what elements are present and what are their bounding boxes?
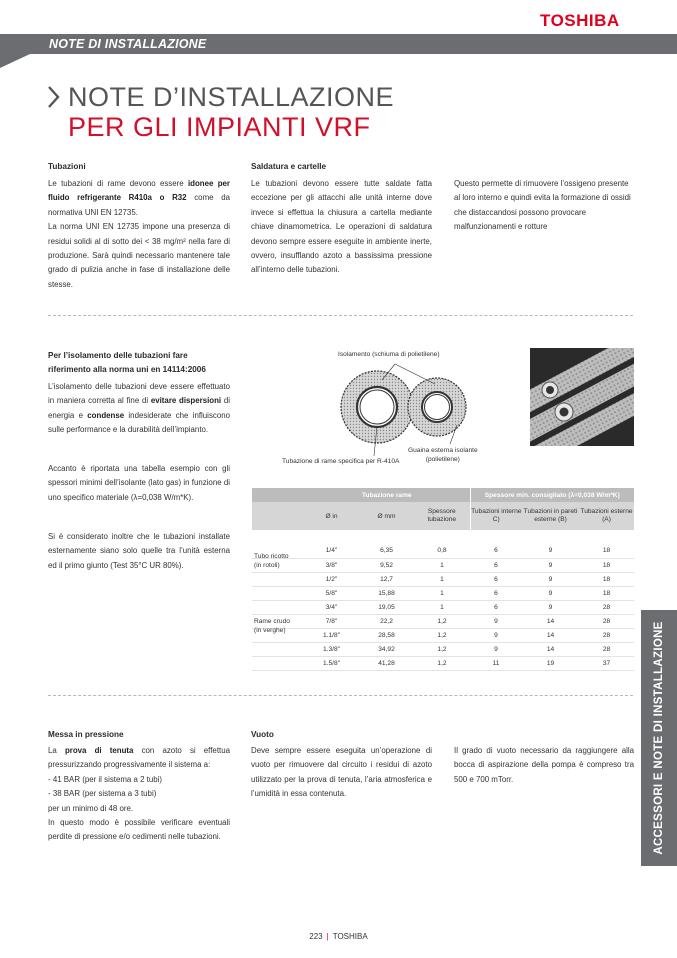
table-cell: 28: [602, 603, 611, 611]
table-row: [252, 642, 634, 656]
table-cell: 1,2: [437, 631, 447, 639]
footer: 223 | TOSHIBA: [309, 932, 368, 941]
table-cell: 1: [440, 575, 444, 583]
divider: [48, 695, 633, 696]
footer-brand: TOSHIBA: [332, 932, 368, 941]
table-cell: 9: [494, 645, 498, 653]
col-header: Tubazioni esterne (A): [580, 508, 633, 523]
header-section-title: NOTE DI INSTALLAZIONE: [49, 37, 207, 51]
table-cell: 22,2: [380, 617, 393, 625]
isolamento-text-2: Accanto è riportata una tabella esempio con gli spessori minimi dell’isolante (lato gas) in funzione di uno specifico materiale (λ=0,038 W/m*K).: [48, 464, 230, 502]
table-row: [252, 614, 634, 628]
table-cell: 0,8: [437, 547, 447, 555]
col-header: Tubazioni in pareti esterne (B): [523, 508, 578, 523]
table-cell: [252, 586, 304, 600]
side-tab-label: ACCESSORI E NOTE DI INSTALLAZIONE: [653, 621, 665, 855]
table-cell: 1,2: [437, 645, 447, 653]
table-cell: 37: [602, 659, 611, 667]
table-cell: 28: [602, 617, 611, 625]
table-cell: 34,92: [378, 645, 395, 653]
table-cell: 14: [546, 617, 555, 625]
table-cell: 9: [494, 631, 498, 639]
ossigeno-text: Questo permette di rimuovere l’ossigeno presente al loro interno e quindi evita la formazione di ossidi che distaccandosi possono provocare malfunzionamenti e rotture: [454, 179, 631, 232]
insulated-pipes-photo: [530, 348, 634, 446]
table-cell: 9: [548, 575, 553, 583]
isolamento-text-3: Si è considerato inoltre che le tubazioni installate esternamente siano solo quelle tra l’unità esterna ed il primo giunto (Test 35°C UR 80%).: [48, 532, 230, 570]
table-category-ricotto: Tubo ricotto (in rotoli): [254, 553, 289, 569]
table-cell: 6: [494, 589, 498, 597]
table-cell: 19: [546, 659, 555, 667]
table-cell: 1.1/8": [322, 631, 340, 639]
table-row: [252, 600, 634, 614]
table-cell: 9: [548, 547, 553, 555]
table-cell: 18: [602, 561, 611, 569]
table-row: [252, 544, 634, 558]
table-cell: 9: [548, 589, 553, 597]
heading-vuoto: Vuoto: [251, 730, 274, 739]
diagram-label-insulation: Isolamento (schiuma di polietilene): [338, 351, 440, 358]
table-cell: 12,7: [380, 575, 393, 583]
heading-tubazioni: Tubazioni: [48, 162, 86, 171]
col-header: Ø in: [325, 512, 338, 520]
table-cell: [252, 642, 304, 656]
table-cell: 14: [546, 645, 555, 653]
table-cell: 15,88: [378, 589, 395, 597]
col-header: Tubazioni interne C): [470, 502, 522, 530]
table-row: [252, 656, 634, 670]
table-cell: 1,2: [437, 617, 447, 625]
table-cell: 9,52: [380, 561, 393, 569]
heading-isolamento: Per l’isolamento delle tubazioni fare riferimento alla norma uni en 14114:2006: [48, 351, 206, 374]
page-number: 223: [309, 932, 323, 941]
table-cell: 18: [602, 575, 611, 583]
table-row: [252, 586, 634, 600]
table-cell: 5/8": [325, 589, 338, 597]
table-cell: 1: [440, 589, 444, 597]
col-header: Spessore tubazione: [427, 508, 457, 523]
table-row: [252, 572, 634, 586]
table-row: [252, 628, 634, 642]
table-cell: 3/8": [325, 561, 338, 569]
table-cell: 11: [492, 659, 500, 667]
table-cell: 6: [494, 561, 498, 569]
table-cell: 1: [440, 603, 444, 611]
table-cell: 6,35: [380, 547, 393, 555]
table-cell: 18: [602, 547, 611, 555]
pipe-insulation-diagram: [340, 360, 470, 460]
table-cell: 1: [440, 561, 444, 569]
table-cell: 18: [602, 589, 611, 597]
table-cell: 41,28: [378, 659, 395, 667]
brand-logo: TOSHIBA: [540, 11, 620, 30]
vuoto-text: Deve sempre essere eseguita un’operazione di vuoto per rimuovere dal circuito i residui di azoto utilizzato per la prova di tenuta, l’aria atmosferica e l’umidità in essa contenuta.: [251, 746, 432, 799]
table-cell: 6: [494, 547, 498, 555]
table-group-rame: Tubazione rame: [361, 491, 412, 499]
saldatura-text: Le tubazioni devono essere tutte saldate fatta eccezione per gli attacchi alle unità interne dove invece si effettua la chiusura a cartella mediante chiave dinamometrica. Le operazioni di saldatura devono sempre essere eseguite in ambiente inerte, ovvero, insufflando azoto a bassissima pressione all’interno delle tubazioni.: [251, 179, 432, 275]
table-cell: 7/8": [325, 617, 338, 625]
diagram-label-copper: Tubazione di rame specifica per R-410A: [282, 458, 400, 465]
table-cell: 1.5/8": [322, 659, 340, 667]
diagram-label-sheath: Guaina esterna isolante (polietilene): [408, 447, 478, 463]
table-cell: 6: [494, 603, 498, 611]
table-cell: 9: [548, 561, 553, 569]
table-cell: 28,58: [378, 631, 395, 639]
table-cell: [252, 600, 304, 614]
table-cell: 6: [494, 575, 498, 583]
table-cell: [252, 656, 304, 670]
tubazioni-text: Le tubazioni di rame devono essere idonee per fluido refrigerante R410a o R32 come da normativa UNI EN 12735. La norma UNI EN 12735 impone una presenza di residui solidi al di sotto dei < 38 mg/m² nella fare di produzione. Sarà quindi necessario mantenere tale grado di pulizia anche in fase di installazione delle stesse.: [48, 179, 230, 289]
table-cell: 1,2: [437, 659, 447, 667]
table-cell: 1/4": [325, 547, 338, 555]
table-cell: 1.3/8": [322, 645, 340, 653]
table-category-crudo: Rame crudo (in verghe): [254, 618, 290, 634]
table-cell: 19,05: [378, 603, 395, 611]
table-cell: [252, 572, 304, 586]
table-cell: 14: [546, 631, 555, 639]
heading-pressione: Messa in pressione: [48, 730, 124, 739]
heading-saldatura: Saldatura e cartelle: [251, 162, 327, 171]
chevron-right-icon: [46, 84, 62, 110]
table-group-spessore: Spessore min. consigliato (λ=0,038 W/m*K): [470, 488, 634, 502]
divider: [48, 315, 633, 316]
table-cell: 3/4": [325, 603, 338, 611]
col-header: Ø mm: [377, 512, 396, 520]
page-title-line1: NOTE D’INSTALLAZIONE: [68, 82, 395, 112]
pressione-text: La prova di tenuta con azoto si effettua pressurizzando progressivamente il sistema a: - 41 BAR (per il sistema a 2 tubi) - 38 BAR (per sistema a 3 tubi) per un minimo di 48 ore. In questo modo è possibile verificare eventuali perdite di pressione e/o cedimenti nelle tubazioni.: [48, 746, 230, 842]
table-cell: 9: [548, 603, 553, 611]
insulation-thickness-table: [252, 488, 634, 671]
table-cell: 28: [602, 645, 611, 653]
isolamento-text: L’isolamento delle tubazioni deve essere effettuato in maniera corretta al fine di evitare dispersioni di energia e condense indesiderate che influiscono sulle performance e la durabilità dell’impianto.: [48, 382, 230, 435]
table-cell: 9: [494, 617, 498, 625]
table-row: [252, 558, 634, 572]
page-title-line2: PER GLI IMPIANTI VRF: [68, 112, 371, 142]
vuoto-text-2: Il grado di vuoto necessario da raggiungere alla bocca di aspirazione della pompa è compreso tra 500 e 700 mTorr.: [454, 746, 634, 784]
table-cell: 1/2": [325, 575, 338, 583]
table-cell: 28: [602, 631, 611, 639]
